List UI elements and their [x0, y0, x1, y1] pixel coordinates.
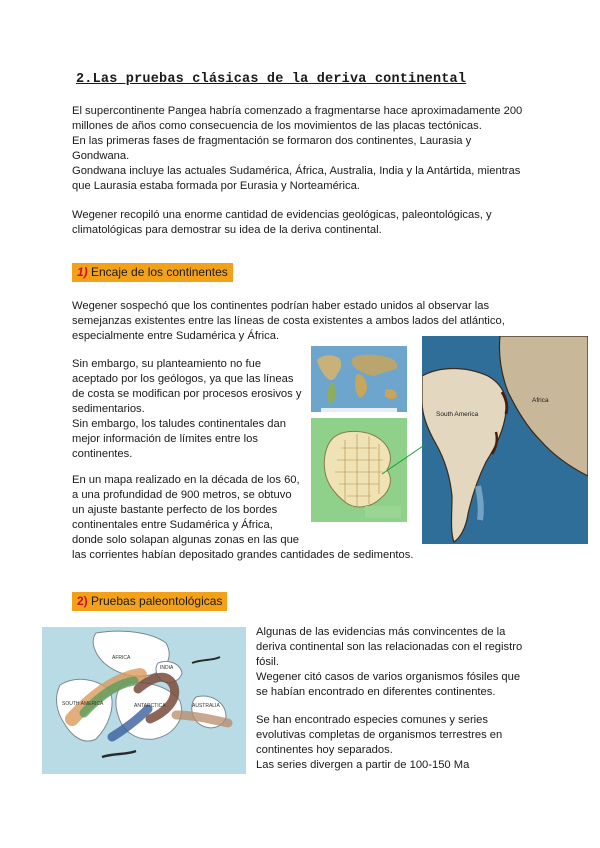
intro-line: Gondwana incluye las actuales Sudamérica, África, Australia, India y la Antártida, mientras: [72, 165, 521, 177]
text-line: semejanzas existentes entre las líneas de costa existentes a ambos lados del atlántico,: [72, 315, 505, 327]
map-label-africa: ÁFRICA: [112, 655, 131, 661]
section-heading-1: [72, 263, 233, 282]
text-line: continentes hoy separados.: [256, 744, 393, 756]
world-map-image: [311, 346, 407, 412]
text-line: continentes.: [72, 448, 133, 460]
fossil-map-svg: [42, 627, 246, 774]
section2-paragraph-2: [256, 713, 502, 773]
wegener-line: climatológicas para demostrar su idea de la deriva continental.: [72, 224, 382, 236]
intro-line: El supercontinente Pangea habría comenzado a fragmentarse hace aproximadamente 200: [72, 105, 523, 117]
text-line: las corrientes habían depositado grandes cantidades de sedimentos.: [72, 549, 414, 561]
text-line: Sin embargo, su planteamiento no fue: [72, 358, 262, 370]
connector-line: [380, 440, 430, 480]
text-line: mejor información de límites entre los: [72, 433, 258, 445]
text-line: aceptado por los geólogos, ya que las líneas: [72, 373, 294, 385]
wegener-line: Wegener recopiló una enorme cantidad de evidencias geológicas, paleontológicas, y: [72, 209, 492, 221]
intro-line: que Laurasia estaba formada por Eurasia y Norteamérica.: [72, 180, 360, 192]
text-line: Se han encontrado especies comunes y series: [256, 714, 488, 726]
map-label-south-america: SOUTH AMERICA: [62, 701, 104, 707]
map-label-australia: AUSTRALIA: [192, 703, 220, 709]
section-number: 1): [77, 265, 88, 279]
intro-line: En las primeras fases de fragmentación se formaron dos continentes, Laurasia y: [72, 135, 472, 147]
intro-line: millones de años como consecuencia de los movimientos de las placas tectónicas.: [72, 120, 482, 132]
section-label: Pruebas paleontológicas: [87, 594, 223, 608]
text-line: especialmente entre Sudamérica y África.: [72, 330, 280, 342]
text-line: Wegener citó casos de varios organismos fósiles que: [256, 671, 521, 683]
text-line: deriva continental son las relacionadas con el registro: [256, 641, 523, 653]
text-line: En un mapa realizado en la década de los 60,: [72, 474, 300, 486]
intro-line: Gondwana.: [72, 150, 130, 162]
map-label-india: INDIA: [160, 665, 174, 671]
text-line: a una profundidad de 900 metros, se obtuvo: [72, 489, 292, 501]
fossil-distribution-map-image: [42, 627, 246, 774]
text-line: fósil.: [256, 656, 280, 668]
text-line: Algunas de las evidencias más convincentes de la: [256, 626, 506, 638]
wegener-paragraph: [72, 208, 492, 238]
text-line: de costa se modifican por procesos erosivos y: [72, 388, 302, 400]
text-line: Las series divergen a partir de 100-150 Ma: [256, 759, 470, 771]
continent-fit-map-image: [422, 336, 588, 544]
text-line: sedimentarios.: [72, 403, 145, 415]
text-line: continentales entre Sudamérica y África,: [72, 519, 273, 531]
text-line: Sin embargo, los taludes continentales dan: [72, 418, 286, 430]
world-map-svg: [311, 346, 407, 412]
south-america-label: South America: [436, 411, 479, 418]
section2-paragraph-1: [256, 625, 522, 700]
text-line: un ajuste bastante perfecto de los bordes: [72, 504, 278, 516]
section1-paragraph-2: [72, 357, 301, 462]
intro-paragraph: [72, 104, 522, 194]
section-number: 2): [77, 594, 88, 608]
map-label-antarctica: ANTARCTICA: [134, 703, 166, 709]
text-line: Wegener sospechó que los continentes podrían haber estado unidos al observar las: [72, 300, 490, 312]
text-line: donde solo solapan algunas zonas en las que: [72, 534, 300, 546]
section-label: Encaje de los continentes: [87, 265, 228, 279]
continent-fit-map-svg: [422, 336, 588, 544]
text-line: se habían encontrado en diferentes continentes.: [256, 686, 496, 698]
text-line: evolutivas completas de organismos terrestres en: [256, 729, 503, 741]
section-heading-2: [72, 592, 227, 611]
page-title: 2.Las pruebas clásicas de la deriva continental: [76, 72, 467, 87]
africa-label: Africa: [532, 397, 549, 404]
